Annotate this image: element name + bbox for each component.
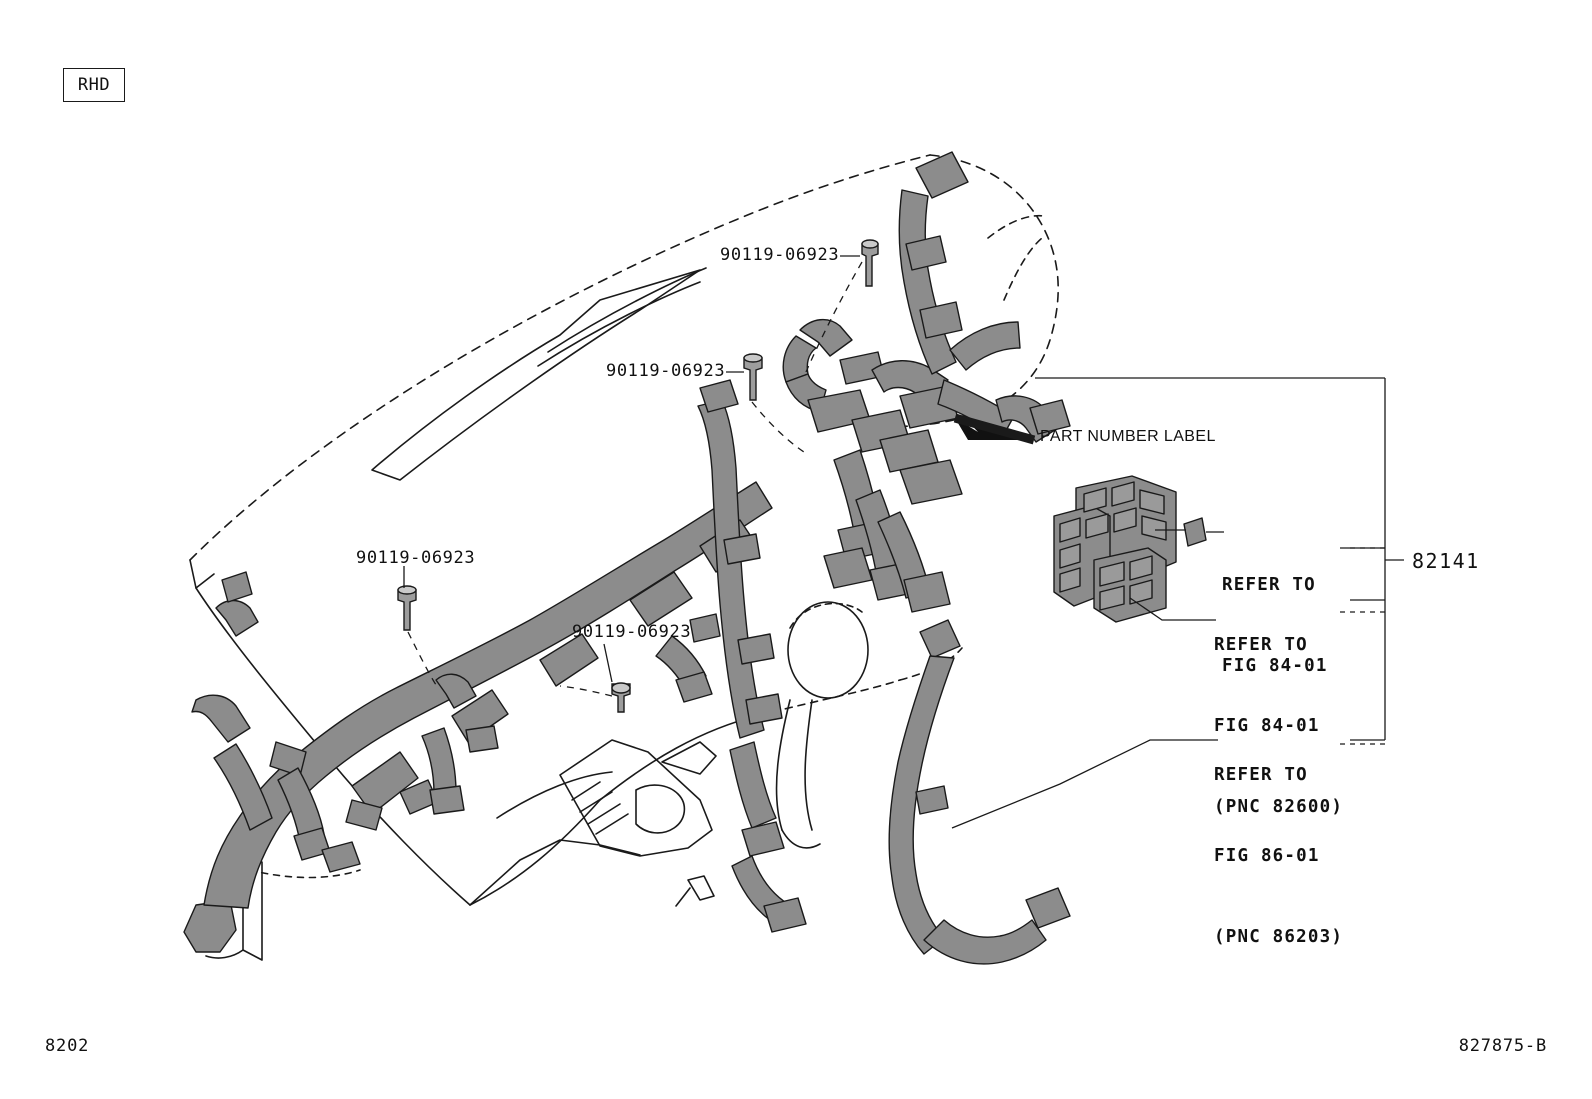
reference-line: (PNC 82600) — [1214, 797, 1344, 817]
rhd-badge: RHD — [63, 68, 125, 102]
reference-line: FIG 86-01 — [1214, 846, 1320, 866]
reference-line: FIG 84-01 — [1222, 656, 1328, 676]
reference-line: REFER TO — [1214, 635, 1308, 655]
reference-line: REFER TO — [1222, 575, 1316, 595]
reference-fig-86-01-pnc-86203 — [1214, 708, 1343, 1005]
callout-bolt-left: 90119-06923 — [356, 548, 476, 568]
reference-line: FIG 84-01 — [1214, 716, 1320, 736]
figure-code: 8202 — [45, 1036, 90, 1056]
main-part-number: 82141 — [1412, 549, 1480, 573]
callout-bolt-lower-mid: 90119-06923 — [572, 622, 692, 642]
callout-bolt-top: 90119-06923 — [720, 245, 840, 265]
reference-line: REFER TO — [1214, 765, 1308, 785]
callout-bolt-upper-mid: 90119-06923 — [606, 361, 726, 381]
drawing-code: 827875-B — [1458, 1036, 1547, 1056]
part-number-label-annotation: PART NUMBER LABEL — [1040, 428, 1216, 445]
reference-line: (PNC 86203) — [1214, 927, 1344, 947]
